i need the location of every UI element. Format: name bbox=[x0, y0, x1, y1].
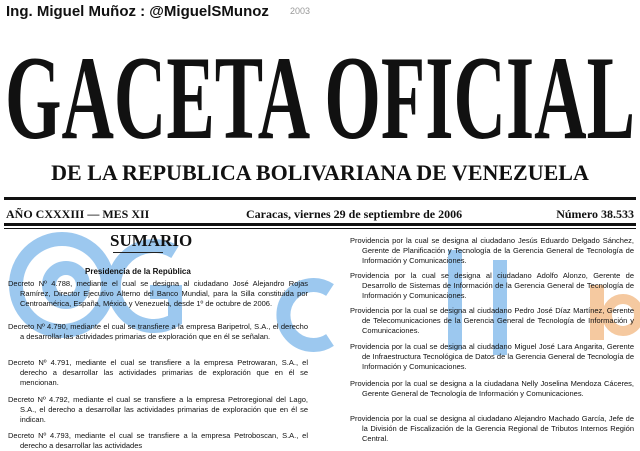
faint-mark: 2003 bbox=[290, 6, 311, 16]
issue-number: Número 38.533 bbox=[556, 207, 634, 221]
masthead-subtitle: DE LA REPUBLICA BOLIVARIANA DE VENEZUELA bbox=[51, 160, 589, 185]
summary-entry: Providencia por la cual se designa al ciudadano Jesús Eduardo Delgado Sánchez, Gerente de Planificación y Tecnología de la Gerencia General de Tecnología de Información y Comunicaciones. bbox=[350, 236, 634, 265]
info-rule bbox=[4, 223, 636, 226]
summary-entry: Decreto Nº 4.792, mediante el cual se transfiere a la empresa Petroregional del Lago, S.A., el derecho a desarrollar las actividades primarias de exploración que en él se indican. bbox=[8, 395, 308, 424]
info-rule-thin bbox=[4, 228, 636, 229]
summary-entry: Decreto Nº 4.793, mediante el cual se transfiere a la empresa Petroboscan, S.A., el derecho a desarrollar las actividades bbox=[8, 431, 308, 450]
masthead-title: GACETA OFICIAL bbox=[5, 31, 635, 156]
summary-entry: Providencia por la cual se designa al ciudadano Alejandro Machado García, Jefe de la División de Fiscalización de la Gerencia Regional de Tributos Internos Región Central. bbox=[350, 414, 634, 443]
summary-entry: Providencia por la cual se designa al ciudadano Adolfo Alonzo, Gerente de Desarrollo de Sistemas de Información de la Gerencia General de Tecnología de Información y Comunicaciones. bbox=[350, 271, 634, 300]
sumario-heading: SUMARIO bbox=[110, 231, 193, 250]
summary-entry: Providencia por la cual se designa a la ciudadana Nelly Joselina Mendoza Cáceres, Gerente General de Tecnología de Información y Comunicaciones. bbox=[350, 379, 634, 398]
year-month: AÑO CXXXIII — MES XII bbox=[6, 207, 150, 221]
author-credit: Ing. Miguel Muñoz : @MiguelSMunoz bbox=[6, 3, 269, 20]
summary-entry: Providencia por la cual se designa al ciudadano Miguel José Lara Angarita, Gerente de Infraestructura Tecnológica de Datos de la Gerencia General de Tecnología de Información y Comunicaciones. bbox=[350, 342, 634, 371]
summary-entry: Decreto Nº 4.790, mediante el cual se transfiere a la empresa Baripetrol, S.A., el derecho a desarrollar las actividades primarias de exploración que en él se señalan. bbox=[8, 322, 308, 341]
section-heading: Presidencia de la República bbox=[85, 267, 191, 276]
summary-entry: Decreto Nº 4.791, mediante el cual se transfiere a la empresa Petrowaran, S.A., el derecho a desarrollar las actividades primarias de exploración que en él se mencionan. bbox=[8, 358, 308, 387]
summary-entry: Providencia por la cual se designa al ciudadano Pedro José Díaz Martínez, Gerente de Telecomunicaciones de la Gerencia General de Tecnología de Información y Comunicaciones. bbox=[350, 306, 634, 335]
masthead-title-svg bbox=[5, 26, 635, 156]
summary-entry: Decreto Nº 4.788, mediante el cual se designa al ciudadano José Alejandro Rojas Ramírez, Director Ejecutivo Alterno del Banco Mundial, para la Silla constituida por Centroamérica, España, México y Venezuela, desde 1º de octubre de 2006. bbox=[8, 279, 308, 308]
sumario-underline bbox=[113, 252, 163, 253]
top-rule bbox=[4, 197, 636, 200]
issue-date: Caracas, viernes 29 de septiembre de 2006 bbox=[246, 207, 463, 221]
